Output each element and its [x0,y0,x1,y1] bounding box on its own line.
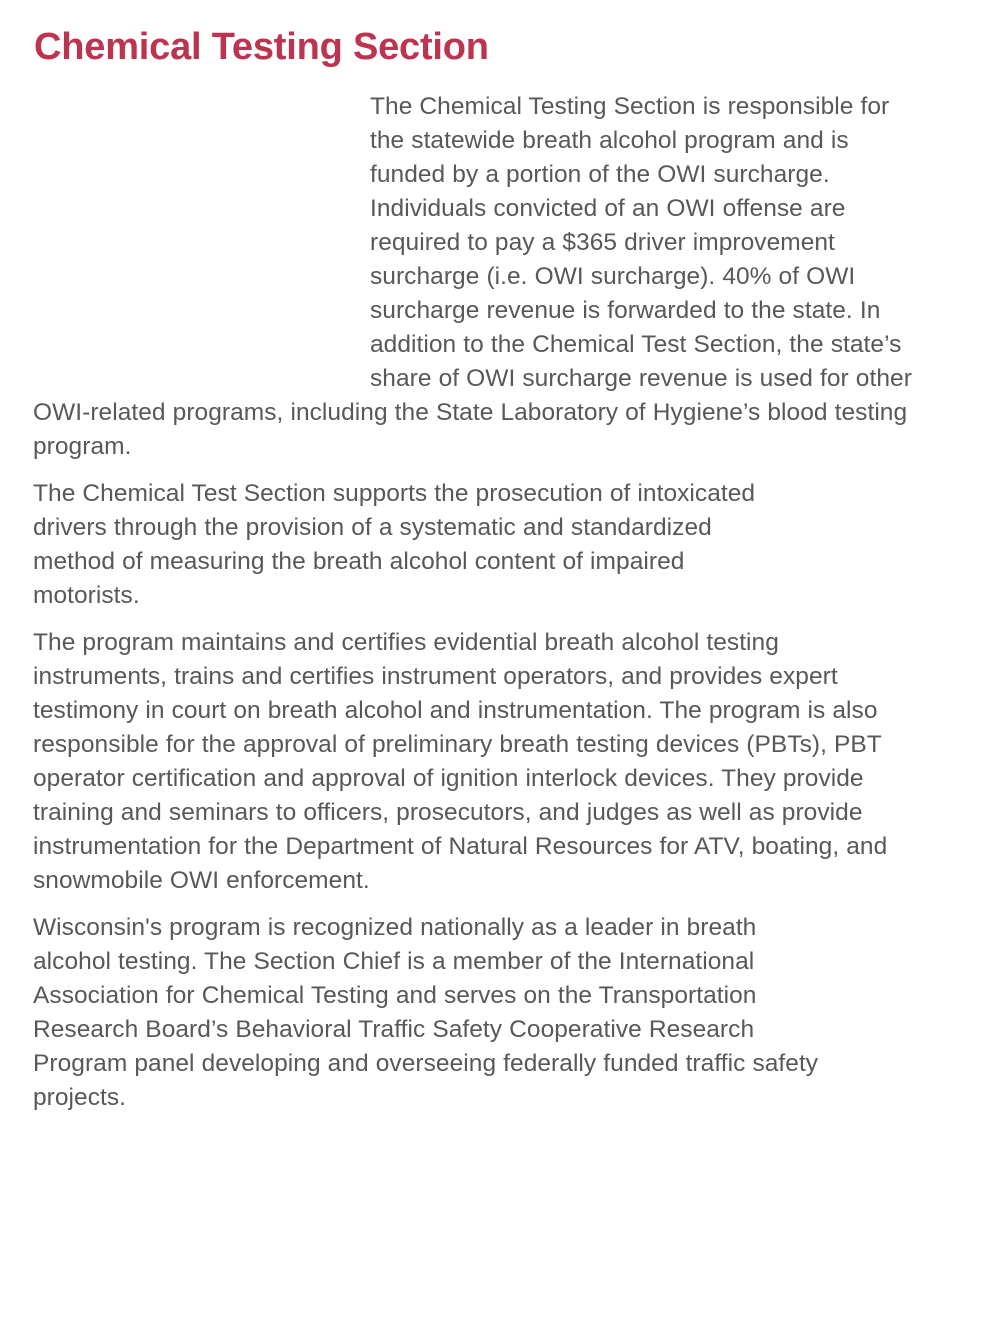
body-copy [33,90,918,1115]
reserved-art-area [33,90,370,368]
paragraph-prosecution-support: The Chemical Test Section supports the prosecution of intoxicated drivers through the provision of a systematic and standardized method of measuring the breath alcohol content of impaired motorists. [33,480,756,609]
paragraph-program-duties: The program maintains and certifies evidential breath alcohol testing instruments, trains and certifies instrument operators, and provides expert testimony in court on breath alcohol and instrumentation. The program is also responsible for the approval of preliminary breath testing devices (PBTs), PBT operator certification and approval of ignition interlock devices. They provide training and seminars to officers, prosecutors, and judges as well as provide instrumentation for the Department of Natural Resources for ATV, boating, and snowmobile OWI enforcement. [33,629,888,894]
page-title: Chemical Testing Section [34,26,489,68]
paragraph-overview: The Chemical Testing Section is responsible for the statewide breath alcohol program and is funded by a portion of the OWI surcharge. Individuals convicted of an OWI offense are required to pay a $365 driver improvement surcharge (i.e. OWI surcharge). 40% of OWI surcharge revenue is forwarded to the state. In addition to the Chemical Test Section, the state’s share of OWI surcharge revenue is used for other OWI-related programs, including the State Laboratory of Hygiene’s blood testing program. [33,93,912,460]
paragraph-national-recognition: Wisconsin's program is recognized nationally as a leader in breath alcohol testing. The Section Chief is a member of the International Association for Chemical Testing and serves on the Transportation Research Board’s Behavioral Traffic Safety Cooperative Research Program panel developing and overseeing federally funded traffic safety projects. [33,914,819,1111]
